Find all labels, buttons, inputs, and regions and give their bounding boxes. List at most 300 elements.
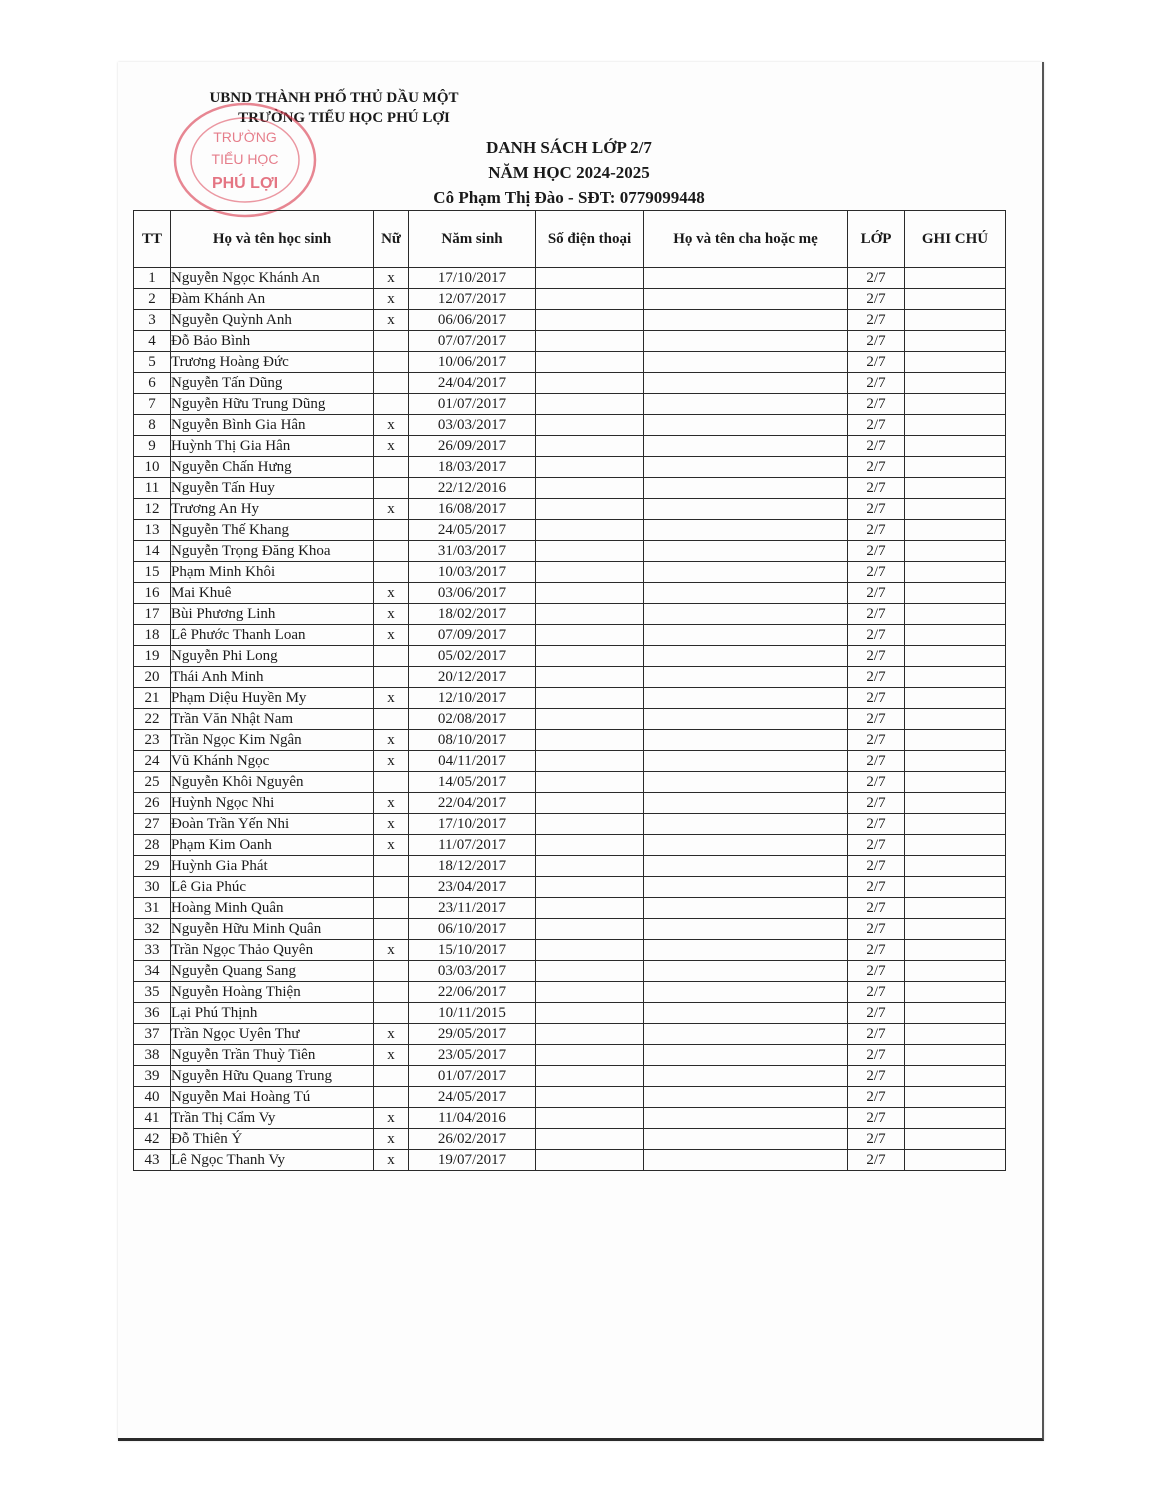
- table-row: [134, 730, 1006, 751]
- table-row: [134, 856, 1006, 877]
- cell-tt: 33: [134, 940, 171, 961]
- cell-lop: 2/7: [848, 1108, 905, 1129]
- cell-nu: [374, 646, 409, 667]
- cell-phone: [536, 646, 644, 667]
- cell-dob: 03/06/2017: [409, 583, 536, 604]
- cell-phone: [536, 667, 644, 688]
- cell-parent: [644, 541, 848, 562]
- cell-tt: 28: [134, 835, 171, 856]
- cell-phone: [536, 331, 644, 352]
- cell-student-name: Nguyễn Tấn Dũng: [171, 373, 374, 394]
- cell-dob: 10/03/2017: [409, 562, 536, 583]
- cell-dob: 02/08/2017: [409, 709, 536, 730]
- cell-tt: 3: [134, 310, 171, 331]
- cell-phone: [536, 919, 644, 940]
- cell-tt: 25: [134, 772, 171, 793]
- svg-text:TRƯỜNG: TRƯỜNG: [213, 129, 277, 145]
- cell-dob: 18/12/2017: [409, 856, 536, 877]
- cell-student-name: Trần Văn Nhật Nam: [171, 709, 374, 730]
- cell-nu: x: [374, 415, 409, 436]
- table-row: [134, 394, 1006, 415]
- cell-student-name: Đỗ Bảo Bình: [171, 331, 374, 352]
- cell-nu: x: [374, 310, 409, 331]
- cell-note: [905, 583, 1006, 604]
- table-row: [134, 457, 1006, 478]
- col-header-lop: LỚP: [848, 211, 905, 268]
- cell-dob: 23/11/2017: [409, 898, 536, 919]
- cell-nu: [374, 1087, 409, 1108]
- cell-phone: [536, 961, 644, 982]
- cell-phone: [536, 982, 644, 1003]
- authority-name: UBND THÀNH PHỐ THỦ DẦU MỘT: [209, 90, 459, 106]
- cell-student-name: Trương Hoàng Đức: [171, 352, 374, 373]
- cell-dob: 07/07/2017: [409, 331, 536, 352]
- cell-nu: x: [374, 1024, 409, 1045]
- cell-lop: 2/7: [848, 814, 905, 835]
- cell-student-name: Nguyễn Phi Long: [171, 646, 374, 667]
- cell-student-name: Nguyễn Thế Khang: [171, 520, 374, 541]
- cell-student-name: Vũ Khánh Ngọc: [171, 751, 374, 772]
- table-row: [134, 331, 1006, 352]
- cell-tt: 43: [134, 1150, 171, 1171]
- cell-student-name: Trần Thị Cẩm Vy: [171, 1108, 374, 1129]
- table-row: [134, 1108, 1006, 1129]
- cell-nu: x: [374, 1129, 409, 1150]
- cell-parent: [644, 352, 848, 373]
- cell-nu: x: [374, 1150, 409, 1171]
- cell-nu: x: [374, 793, 409, 814]
- cell-lop: 2/7: [848, 583, 905, 604]
- table-row: [134, 898, 1006, 919]
- cell-note: [905, 1045, 1006, 1066]
- cell-note: [905, 730, 1006, 751]
- cell-lop: 2/7: [848, 541, 905, 562]
- cell-phone: [536, 898, 644, 919]
- cell-nu: [374, 982, 409, 1003]
- cell-lop: 2/7: [848, 1003, 905, 1024]
- cell-dob: 17/10/2017: [409, 814, 536, 835]
- table-row: [134, 1045, 1006, 1066]
- cell-note: [905, 604, 1006, 625]
- cell-lop: 2/7: [848, 289, 905, 310]
- cell-parent: [644, 667, 848, 688]
- cell-lop: 2/7: [848, 268, 905, 289]
- cell-parent: [644, 268, 848, 289]
- cell-lop: 2/7: [848, 877, 905, 898]
- cell-lop: 2/7: [848, 478, 905, 499]
- cell-dob: 10/06/2017: [409, 352, 536, 373]
- cell-dob: 11/07/2017: [409, 835, 536, 856]
- cell-student-name: Huỳnh Thị Gia Hân: [171, 436, 374, 457]
- cell-student-name: Nguyễn Trọng Đăng Khoa: [171, 541, 374, 562]
- cell-note: [905, 751, 1006, 772]
- cell-student-name: Nguyễn Mai Hoàng Tú: [171, 1087, 374, 1108]
- cell-tt: 21: [134, 688, 171, 709]
- cell-nu: [374, 478, 409, 499]
- cell-lop: 2/7: [848, 520, 905, 541]
- cell-lop: 2/7: [848, 856, 905, 877]
- cell-dob: 22/04/2017: [409, 793, 536, 814]
- cell-nu: [374, 709, 409, 730]
- cell-nu: x: [374, 730, 409, 751]
- cell-note: [905, 961, 1006, 982]
- cell-note: [905, 793, 1006, 814]
- cell-dob: 15/10/2017: [409, 940, 536, 961]
- cell-dob: 26/09/2017: [409, 436, 536, 457]
- cell-student-name: Lại Phú Thịnh: [171, 1003, 374, 1024]
- table-row: [134, 478, 1006, 499]
- cell-student-name: Huỳnh Ngọc Nhi: [171, 793, 374, 814]
- cell-parent: [644, 1003, 848, 1024]
- cell-parent: [644, 1024, 848, 1045]
- cell-dob: 31/03/2017: [409, 541, 536, 562]
- cell-note: [905, 982, 1006, 1003]
- cell-nu: [374, 772, 409, 793]
- cell-student-name: Đỗ Thiên Ý: [171, 1129, 374, 1150]
- cell-lop: 2/7: [848, 352, 905, 373]
- cell-tt: 17: [134, 604, 171, 625]
- cell-student-name: Nguyễn Hữu Trung Dũng: [171, 394, 374, 415]
- cell-lop: 2/7: [848, 667, 905, 688]
- cell-nu: x: [374, 436, 409, 457]
- cell-parent: [644, 877, 848, 898]
- cell-dob: 12/10/2017: [409, 688, 536, 709]
- cell-note: [905, 1108, 1006, 1129]
- col-header-nu: Nữ: [374, 211, 409, 268]
- cell-parent: [644, 751, 848, 772]
- cell-student-name: Huỳnh Gia Phát: [171, 856, 374, 877]
- cell-lop: 2/7: [848, 331, 905, 352]
- teacher-contact: Cô Phạm Thị Đào - SĐT: 0779099448: [433, 188, 705, 207]
- cell-note: [905, 625, 1006, 646]
- table-row: [134, 310, 1006, 331]
- cell-phone: [536, 1150, 644, 1171]
- cell-lop: 2/7: [848, 751, 905, 772]
- cell-dob: 24/05/2017: [409, 1087, 536, 1108]
- cell-phone: [536, 709, 644, 730]
- cell-tt: 32: [134, 919, 171, 940]
- cell-tt: 31: [134, 898, 171, 919]
- cell-student-name: Phạm Diệu Huyền My: [171, 688, 374, 709]
- cell-phone: [536, 1045, 644, 1066]
- cell-tt: 16: [134, 583, 171, 604]
- table-row: [134, 1129, 1006, 1150]
- cell-lop: 2/7: [848, 625, 905, 646]
- table-row: [134, 646, 1006, 667]
- cell-lop: 2/7: [848, 604, 905, 625]
- cell-tt: 40: [134, 1087, 171, 1108]
- cell-phone: [536, 751, 644, 772]
- cell-parent: [644, 625, 848, 646]
- cell-phone: [536, 478, 644, 499]
- table-row: [134, 541, 1006, 562]
- cell-student-name: Nguyễn Quỳnh Anh: [171, 310, 374, 331]
- cell-note: [905, 373, 1006, 394]
- student-roster-table: [133, 210, 1006, 1171]
- col-header-tt: TT: [134, 211, 171, 268]
- cell-parent: [644, 772, 848, 793]
- table-row: [134, 751, 1006, 772]
- cell-lop: 2/7: [848, 961, 905, 982]
- cell-nu: x: [374, 268, 409, 289]
- cell-tt: 2: [134, 289, 171, 310]
- cell-dob: 23/04/2017: [409, 877, 536, 898]
- cell-phone: [536, 499, 644, 520]
- cell-lop: 2/7: [848, 646, 905, 667]
- table-row: [134, 583, 1006, 604]
- cell-parent: [644, 709, 848, 730]
- cell-tt: 27: [134, 814, 171, 835]
- cell-parent: [644, 604, 848, 625]
- cell-tt: 37: [134, 1024, 171, 1045]
- cell-phone: [536, 373, 644, 394]
- col-header-parent: Họ và tên cha hoặc mẹ: [644, 211, 848, 268]
- cell-student-name: Trần Ngọc Kim Ngân: [171, 730, 374, 751]
- cell-nu: [374, 331, 409, 352]
- cell-parent: [644, 478, 848, 499]
- table-row: [134, 1003, 1006, 1024]
- cell-parent: [644, 520, 848, 541]
- cell-note: [905, 898, 1006, 919]
- cell-tt: 38: [134, 1045, 171, 1066]
- cell-dob: 24/05/2017: [409, 520, 536, 541]
- cell-dob: 11/04/2016: [409, 1108, 536, 1129]
- cell-tt: 24: [134, 751, 171, 772]
- roster-body: [134, 268, 1006, 1171]
- cell-note: [905, 772, 1006, 793]
- cell-nu: [374, 352, 409, 373]
- cell-parent: [644, 856, 848, 877]
- cell-phone: [536, 814, 644, 835]
- cell-tt: 11: [134, 478, 171, 499]
- cell-lop: 2/7: [848, 919, 905, 940]
- cell-student-name: Nguyễn Bình Gia Hân: [171, 415, 374, 436]
- cell-dob: 17/10/2017: [409, 268, 536, 289]
- table-row: [134, 1024, 1006, 1045]
- cell-note: [905, 415, 1006, 436]
- cell-note: [905, 688, 1006, 709]
- cell-tt: 39: [134, 1066, 171, 1087]
- cell-nu: [374, 877, 409, 898]
- cell-phone: [536, 436, 644, 457]
- cell-lop: 2/7: [848, 1066, 905, 1087]
- cell-student-name: Nguyễn Hoàng Thiện: [171, 982, 374, 1003]
- cell-nu: x: [374, 289, 409, 310]
- cell-note: [905, 436, 1006, 457]
- cell-parent: [644, 1045, 848, 1066]
- cell-note: [905, 1129, 1006, 1150]
- cell-lop: 2/7: [848, 373, 905, 394]
- cell-dob: 26/02/2017: [409, 1129, 536, 1150]
- cell-phone: [536, 541, 644, 562]
- cell-phone: [536, 352, 644, 373]
- cell-nu: [374, 394, 409, 415]
- cell-parent: [644, 394, 848, 415]
- school-year: NĂM HỌC 2024-2025: [488, 163, 650, 182]
- cell-tt: 15: [134, 562, 171, 583]
- cell-phone: [536, 394, 644, 415]
- col-header-phone: Số điện thoại: [536, 211, 644, 268]
- cell-note: [905, 1150, 1006, 1171]
- cell-lop: 2/7: [848, 982, 905, 1003]
- cell-lop: 2/7: [848, 898, 905, 919]
- cell-student-name: Trần Ngọc Uyên Thư: [171, 1024, 374, 1045]
- cell-lop: 2/7: [848, 688, 905, 709]
- cell-nu: [374, 520, 409, 541]
- cell-parent: [644, 499, 848, 520]
- cell-nu: x: [374, 625, 409, 646]
- cell-parent: [644, 415, 848, 436]
- cell-parent: [644, 919, 848, 940]
- cell-parent: [644, 814, 848, 835]
- cell-tt: 19: [134, 646, 171, 667]
- cell-parent: [644, 898, 848, 919]
- table-row: [134, 709, 1006, 730]
- cell-phone: [536, 268, 644, 289]
- cell-parent: [644, 688, 848, 709]
- table-row: [134, 688, 1006, 709]
- cell-parent: [644, 1066, 848, 1087]
- cell-note: [905, 499, 1006, 520]
- cell-nu: [374, 1066, 409, 1087]
- cell-student-name: Nguyễn Quang Sang: [171, 961, 374, 982]
- cell-phone: [536, 289, 644, 310]
- cell-phone: [536, 310, 644, 331]
- cell-student-name: Lê Phước Thanh Loan: [171, 625, 374, 646]
- cell-dob: 05/02/2017: [409, 646, 536, 667]
- cell-parent: [644, 793, 848, 814]
- table-row: [134, 961, 1006, 982]
- cell-nu: x: [374, 751, 409, 772]
- cell-tt: 23: [134, 730, 171, 751]
- cell-lop: 2/7: [848, 1024, 905, 1045]
- cell-lop: 2/7: [848, 562, 905, 583]
- col-header-note: GHI CHÚ: [905, 211, 1006, 268]
- cell-dob: 01/07/2017: [409, 394, 536, 415]
- cell-tt: 36: [134, 1003, 171, 1024]
- table-row: [134, 940, 1006, 961]
- cell-phone: [536, 877, 644, 898]
- cell-dob: 18/03/2017: [409, 457, 536, 478]
- cell-note: [905, 541, 1006, 562]
- cell-tt: 7: [134, 394, 171, 415]
- cell-phone: [536, 730, 644, 751]
- cell-phone: [536, 688, 644, 709]
- cell-parent: [644, 562, 848, 583]
- cell-tt: 6: [134, 373, 171, 394]
- cell-lop: 2/7: [848, 1045, 905, 1066]
- cell-nu: x: [374, 1045, 409, 1066]
- cell-student-name: Mai Khuê: [171, 583, 374, 604]
- cell-student-name: Trần Ngọc Thảo Quyên: [171, 940, 374, 961]
- cell-parent: [644, 457, 848, 478]
- cell-note: [905, 1087, 1006, 1108]
- cell-tt: 1: [134, 268, 171, 289]
- table-row: [134, 1087, 1006, 1108]
- table-row: [134, 667, 1006, 688]
- cell-tt: 20: [134, 667, 171, 688]
- cell-tt: 4: [134, 331, 171, 352]
- cell-tt: 26: [134, 793, 171, 814]
- cell-nu: [374, 898, 409, 919]
- cell-student-name: Trương An Hy: [171, 499, 374, 520]
- cell-phone: [536, 856, 644, 877]
- cell-nu: [374, 541, 409, 562]
- cell-lop: 2/7: [848, 835, 905, 856]
- cell-parent: [644, 835, 848, 856]
- cell-student-name: Nguyễn Hữu Minh Quân: [171, 919, 374, 940]
- cell-lop: 2/7: [848, 1150, 905, 1171]
- cell-dob: 01/07/2017: [409, 1066, 536, 1087]
- cell-phone: [536, 583, 644, 604]
- table-row: [134, 835, 1006, 856]
- cell-lop: 2/7: [848, 709, 905, 730]
- cell-dob: 14/05/2017: [409, 772, 536, 793]
- cell-student-name: Bùi Phương Linh: [171, 604, 374, 625]
- table-row: [134, 562, 1006, 583]
- cell-parent: [644, 289, 848, 310]
- cell-phone: [536, 1108, 644, 1129]
- cell-nu: x: [374, 499, 409, 520]
- cell-phone: [536, 520, 644, 541]
- cell-note: [905, 814, 1006, 835]
- cell-dob: 12/07/2017: [409, 289, 536, 310]
- cell-lop: 2/7: [848, 415, 905, 436]
- cell-student-name: Phạm Kim Oanh: [171, 835, 374, 856]
- table-row: [134, 352, 1006, 373]
- cell-dob: 19/07/2017: [409, 1150, 536, 1171]
- cell-nu: x: [374, 688, 409, 709]
- cell-dob: 10/11/2015: [409, 1003, 536, 1024]
- cell-student-name: Hoàng Minh Quân: [171, 898, 374, 919]
- cell-phone: [536, 835, 644, 856]
- cell-student-name: Nguyễn Chấn Hưng: [171, 457, 374, 478]
- cell-note: [905, 562, 1006, 583]
- cell-note: [905, 919, 1006, 940]
- cell-dob: 29/05/2017: [409, 1024, 536, 1045]
- cell-student-name: Đàm Khánh An: [171, 289, 374, 310]
- cell-lop: 2/7: [848, 730, 905, 751]
- cell-note: [905, 310, 1006, 331]
- cell-lop: 2/7: [848, 1087, 905, 1108]
- cell-phone: [536, 457, 644, 478]
- cell-phone: [536, 1129, 644, 1150]
- table-row: [134, 1066, 1006, 1087]
- cell-dob: 06/06/2017: [409, 310, 536, 331]
- school-name: TRƯỜNG TIỂU HỌC PHÚ LỢI: [238, 110, 450, 126]
- cell-phone: [536, 793, 644, 814]
- cell-tt: 42: [134, 1129, 171, 1150]
- col-header-dob: Năm sinh: [409, 211, 536, 268]
- cell-parent: [644, 1150, 848, 1171]
- cell-tt: 10: [134, 457, 171, 478]
- cell-note: [905, 352, 1006, 373]
- cell-parent: [644, 1108, 848, 1129]
- cell-tt: 30: [134, 877, 171, 898]
- table-row: [134, 1150, 1006, 1171]
- cell-parent: [644, 730, 848, 751]
- table-row: [134, 436, 1006, 457]
- cell-phone: [536, 415, 644, 436]
- cell-phone: [536, 1087, 644, 1108]
- cell-nu: x: [374, 940, 409, 961]
- cell-parent: [644, 646, 848, 667]
- cell-student-name: Nguyễn Hữu Quang Trung: [171, 1066, 374, 1087]
- cell-note: [905, 877, 1006, 898]
- cell-dob: 06/10/2017: [409, 919, 536, 940]
- cell-nu: [374, 1003, 409, 1024]
- cell-note: [905, 940, 1006, 961]
